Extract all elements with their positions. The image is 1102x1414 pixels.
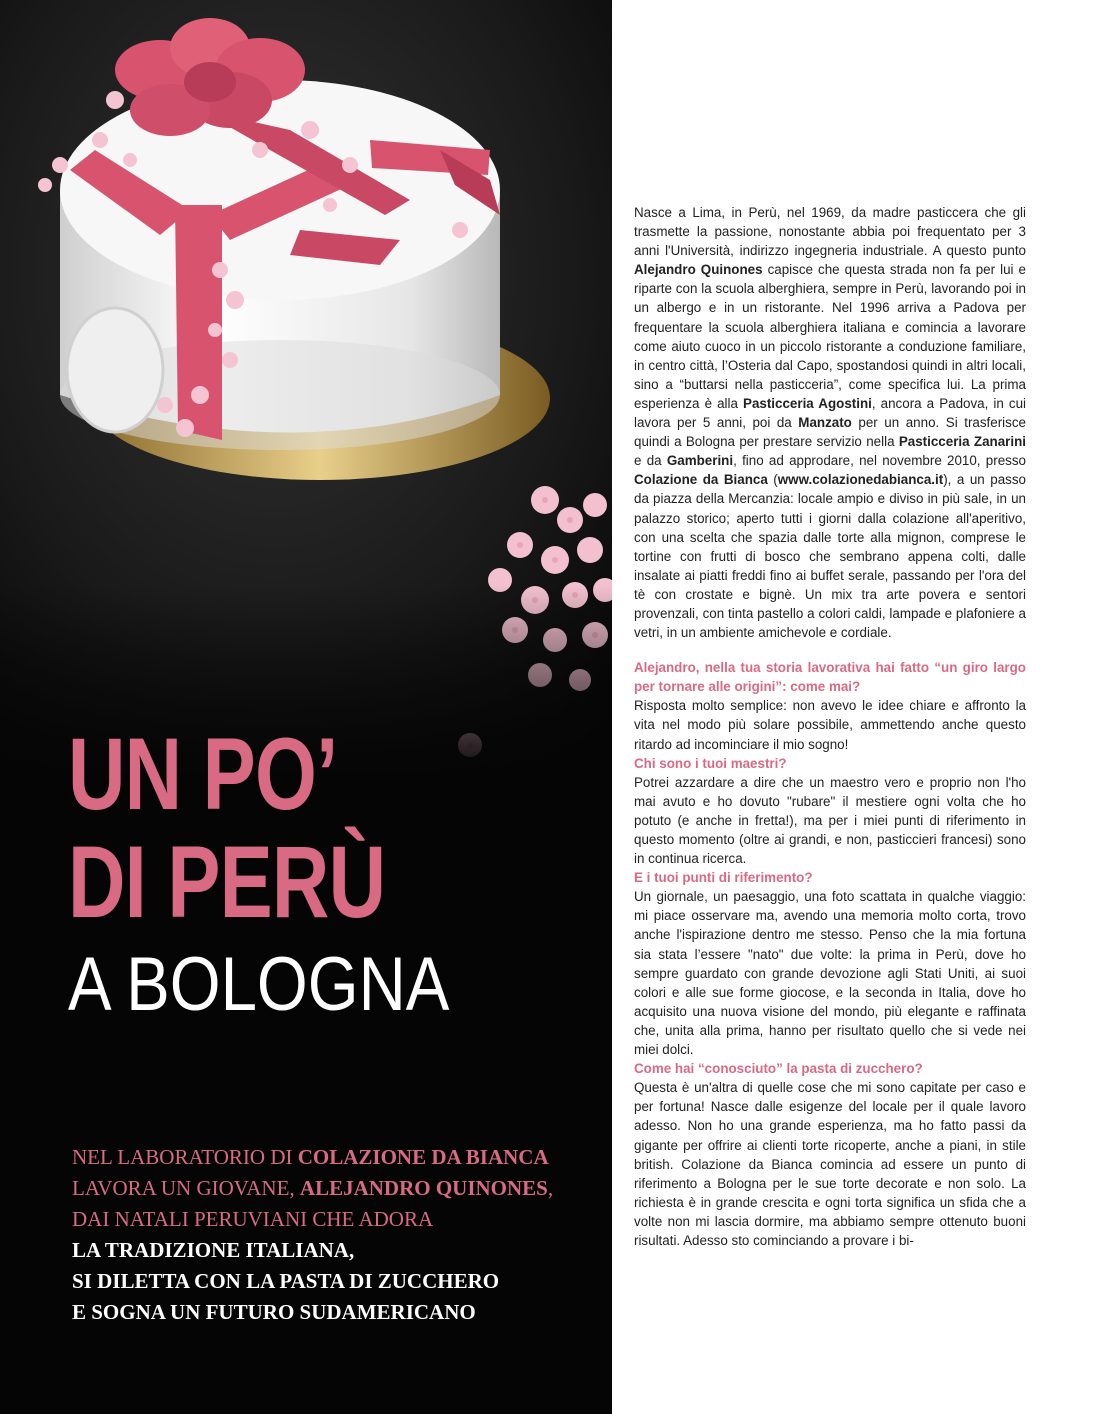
bold-run: Gamberini [666, 453, 734, 469]
question-3: E i tuoi punti di riferimento? [634, 870, 813, 886]
subhead-line-6: E SOGNA UN FUTURO SUDAMERICANO [72, 1300, 476, 1324]
text-run: Nasce a Lima, in Perù, nel 1969, da madre pasticcera che gli trasmette la passione, nonostante abbia poi frequentato per 3 anni l'Università, indirizzo ingegneria industriale. A questo punto [634, 205, 1026, 259]
article-body [634, 203, 1026, 1250]
subhead-line-2 [72, 1173, 602, 1204]
subhead-text: NEL LABORATORIO DI [72, 1145, 298, 1169]
answer-4: Questa è un'altra di quelle cose che mi sono capitate per caso e per fortuna! Nasce dalle esigenze del locale per il quale lavoro adesso. Non ho una grande esperienza, ma ho fatto passi da gigante per offrire ai clienti torte ricoperte, anche a piani, in stile british. Colazione da Bianca comincia ad essere un punto di riferimento a Bologna per le sue torte decorate e non solo. La richiesta è in grande crescita e ogni torta significa un sfida che a volte non mi lascia dormire, ma abbiamo sempre ottenuto buoni risultati. Adesso sto cominciando a provare i bi- [634, 1080, 1026, 1248]
answer-1: Risposta molto semplice: non avevo le idee chiare e affronto la vita nel modo più solare possibile, ammettendo anche questo ritardo ad incominciare il mio sogno! [634, 698, 1026, 752]
question-2: Chi sono i tuoi maestri? [634, 755, 787, 771]
headline-line-2: DI PERÙ [68, 825, 386, 939]
subhead-text: , [547, 1176, 554, 1200]
bold-run: Pasticceria Zanarini [898, 434, 1027, 450]
question-1: Alejandro, nella tua storia lavorativa hai fatto “un giro largo per tornare alle origini”: come mai? [634, 660, 1026, 695]
text-run: ( [767, 472, 778, 488]
cake-photo [0, 0, 612, 780]
subhead-bold: ALEJANDRO QUINONES [299, 1176, 548, 1200]
bold-run: Pasticceria Agostini [743, 395, 872, 411]
question-4: Come hai “conosciuto” la pasta di zucchero? [634, 1061, 923, 1077]
text-run: , fino ad approdare, nel novembre 2010, presso [733, 453, 1026, 469]
subhead-line-4: LA TRADIZIONE ITALIANA, [72, 1238, 355, 1262]
headline [68, 717, 598, 1030]
headline-line-1: UN PO’ [68, 717, 338, 831]
website-link: www.colazionedabianca.it [777, 472, 944, 488]
text-run: capisce che questa strada non fa per lui e riparte con la scuola alberghiera, sempre in Perù, lavorando poi in un albergo e in un ristorante. Nel 1996 arriva a Padova per frequentare la scuola alberghiera italiana e comincia a lavorare come aiuto cuoco in un piccolo ristorante a conduzione familiare, in centro città, l’Osteria dal Capo, spostandosi quindi in altri locali, sino a “buttarsi nella pasticceria”, come specifica lui. La prima esperienza è alla [634, 262, 1026, 411]
bold-run: Manzato [798, 415, 852, 431]
subhead-line-1 [72, 1142, 602, 1173]
answer-3: Un giornale, un paesaggio, una foto scattata in qualche viaggio: mi piace osservare ma, avendo una memoria molto corta, trovo anche l'ispirazione dentro me stesso. Penso che la mia fortuna sia stata l’essere "nato" due volte: la prima in Perù, dove ho sempre guardato con grande devozione agli Stati Uniti, ai suoi colori e alle sue forme giocose, e la seconda in Italia, dove ho acquisito una nuova visione del mondo, più elegante e raffinata che, unita alla prima, hanno per risultato quello che si vede nei miei dolci. [634, 889, 1026, 1058]
text-run: , ancora a Padova, in cui lavora per 5 anni, poi da [634, 395, 1026, 431]
bold-run: Colazione da Bianca [634, 472, 768, 488]
subhead-text: LAVORA UN GIOVANE, [72, 1176, 300, 1200]
bold-run: Alejandro Quinones [634, 262, 763, 278]
text-run: e da [634, 453, 667, 469]
intro-paragraph [634, 203, 1026, 642]
headline-line-3: A BOLOGNA [68, 942, 450, 1027]
subhead-line-3: DAI NATALI PERUVIANI CHE ADORA [72, 1207, 434, 1231]
answer-2: Potrei azzardare a dire che un maestro vero e proprio non l'ho mai avuto e ho dovuto "rubare" il mestiere ogni volta che ho potuto (e anche in fretta!), ma per i miei punti di riferimento in questo momento (oltre ai grandi, e non, pasticcieri francesi) sono in continua ricerca. [634, 774, 1026, 867]
subheadline [72, 1142, 602, 1328]
text-run: ), a un passo da piazza della Mercanzia: locale ampio e diviso in più sale, in un palazzo storico; aperto tutti i giorni dalla colazione all'aperitivo, con una scelta che spazia dalle torte alla mignon, comprese le tortine con frutti di bosco che sembrano appena colti, dalle insalate ai piatti freddi fino ai buffet serale, passando per l'ora del tè con crostate e bignè. Un mix tra arte povera e sentori provenzali, con tinta pastello a colori caldi, lampade e plafoniere a vetri, in un ambiente amichevole e cordiale. [634, 472, 1026, 641]
subhead-bold: COLAZIONE DA BIANCA [297, 1145, 549, 1169]
subhead-line-5: SI DILETTA CON LA PASTA DI ZUCCHERO [72, 1269, 500, 1293]
text-run: per un anno. Si trasferisce quindi a Bologna per prestare servizio nella [634, 415, 1026, 450]
